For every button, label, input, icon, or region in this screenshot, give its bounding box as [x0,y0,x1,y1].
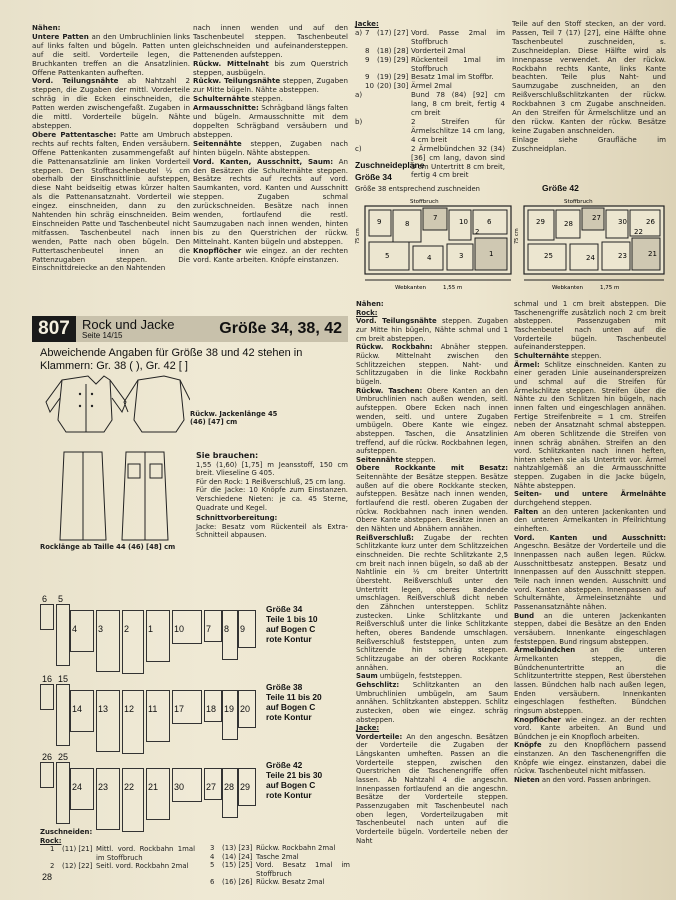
instruction-paragraph [193,140,348,158]
cutting-row [200,853,350,862]
pattern-piece [222,768,238,818]
cutting-piece-number: 4 [210,852,215,861]
instruction-paragraph [514,361,666,491]
pattern-piece-number: 12 [124,704,135,714]
instruction-paragraph [514,508,666,534]
cutting-description: Vorderteil 2mal [411,45,466,55]
pattern-piece-number: 27 [206,782,217,792]
instruction-paragraph [356,534,508,673]
instruction-paragraph [193,247,348,265]
cutting-letter [200,853,210,862]
instruction-lead: Rückw. Mittelnaht [193,58,269,68]
plan-piece-number: 22 [634,228,643,236]
size-label-line: auf Bogen C [266,780,316,790]
cutting-list-jacket [355,20,505,180]
plan-piece-number: 6 [487,218,492,226]
instruction-text: an die unteren Jackenkanten steppen, dabei die Besätze an den Enden versäubern. Innenkante eingeschlagen feststeppen. Bund ringsum absteppen. [514,611,666,646]
plan34-title: Größe 34 [355,172,392,182]
instruction-text: Seitennähte der Besätze steppen. Besätze außen auf die obere Rockkante stecken, aufsteppen. Besätze nach innen wenden, fortlaufend die restl. oberen Zugaben der rückw. Rockbahnen nach innen wenden. Obere Kante absteppen. Besätze innen an den Nähten und Abnähern annähen. [356,473,508,534]
size-label-line: rote Kontur [266,790,312,800]
pattern-piece [56,684,70,746]
plan42-height: 75 cm [514,228,520,244]
cutting-letter [40,845,50,862]
pattern-piece-number: 10 [174,624,185,634]
cutting-letter [200,861,210,878]
instruction-paragraph [514,352,666,361]
instruction-lead: Untere Patten [32,31,89,41]
cutting-row [200,861,350,878]
cutting-letter: b) [355,116,363,126]
cutting-row [355,91,505,118]
material-item: Für die Jacke: 10 Knöpfe zum Einstanzen. Verschiedene Nieten: je ca. 45 Sterne, Quadrate und Kegel. [196,486,348,512]
prep-text: Jacke: Besatz vom Rückenteil als Extra-Schnitteil abpausen. [196,522,348,540]
instruction-lead: Rückw. Taschen: [356,386,423,395]
size-label-line: Teile 1 bis 10 [266,614,318,624]
cutting-row [355,29,505,47]
instruction-text: steppen, Zugaben zur Mitte bügeln. Nähte absteppen. [193,76,348,95]
jacket-length-caption: Rückw. Jackenlänge 45 (46) [47] cm [190,410,278,427]
instruction-text: wie eingez. an der rechten vord. Kante arbeiten. Knöpfe einstanzen. [193,245,348,264]
plan-piece-number: 23 [618,252,627,260]
cutting-piece-number: 9 [365,72,370,82]
pattern-piece [146,768,170,820]
plan-piece-number: 9 [377,218,382,226]
instruction-paragraph [514,741,666,776]
instruction-paragraph [356,300,508,309]
cutting-size-numbers: (18) [28] [377,45,409,55]
cutting-size-numbers: (12) [22] [62,862,93,871]
plan-piece-number: 3 [459,252,464,260]
instruction-text: ab Nahtzahl 2 steppen, die Zugaben der mittl. Vorderteile schräg in die Ecken einschneiden, die Patten werden zwischengefaßt. Zugaben in die mittl. Vorderteile bügeln. Nähte absteppen. [32,76,190,130]
jacket-technical-drawing [40,372,190,442]
instruction-text: an die unteren Ärmelkanten steppen, die Bündchenuntertritte an die Schlitzuntertritte steppen, Rest überstehen lassen. Bündchen halb nach außen legen, Enden versäubern. Innenkanten eingeschlagen festheften. Bündchen ringsum absteppen. [514,646,666,715]
instruction-paragraph [356,456,508,465]
pattern-piece-number: 11 [148,704,158,714]
plan-piece-number: 5 [385,252,390,260]
instruction-text: Patte am Umbruch rechts auf rechts falten, Enden versäubern. Offene Pattenkanten zusammengefaßt auf die Pattenansatzlinie am linken Vorderteil steppen. Den Stofftaschenbeutel ½ cm oberhalb der Einschnittlinie aufsteppen, diese Naht beidseitig etwas kürzer halten als die Pattenansatznaht. Vorderteil wie eingez. einschneiden, dann zu den Nahtenden hin schräg einschneiden. Beim Einschneiden Patte und Taschenbeutel nicht mitfassen. Taschenbeutel nach innen wenden, Patte nach oben bügeln. Den Futtertaschenbeutel innen an die Pattenzugaben steppen. Die Einschnittdreiecke an den Nahtenden [32,129,190,273]
instruction-lead: Nieten [514,776,540,785]
instruction-paragraph [193,60,348,78]
instruction-text: An den Besätzen die Schulternähte steppen. Besätze rechts auf rechts auf vord. Saumkanten, vord. Kanten und Ausschnitt steppen. Zugaben schmal zurückschneiden. Besätze nach innen wenden, fortlaufend die restl. Saumzugaben nach innen wenden, hinten bis zu den Querstrichen der rückw. Mittelnaht. Kanten bügeln und absteppen. [193,156,348,246]
instruction-lead: Gehschlitz: [356,680,400,689]
materials-list [196,461,348,513]
sewing-instructions-column-4 [514,300,666,785]
plan42-width: 1,75 m [600,285,620,291]
plan-piece-number: 4 [427,254,432,262]
pattern-piece-number: 8 [224,624,230,634]
instruction-text: wie eingez. an der rechten vord. Kante arbeiten. An Bund und Bündchen je ein Knopfloch arbeiten. [514,715,666,741]
pattern-piece [56,762,70,824]
instruction-lead: Seitennähte [356,455,404,464]
instruction-lead: Falten [514,507,539,516]
skirt-length-caption: Rocklänge ab Taille 44 (46) [48] cm [40,543,176,551]
pattern-piece-number: 15 [58,674,69,684]
instruction-text: nach innen wenden und auf den Taschenbeutel steppen. Taschenbeutel gleichschneiden und aufeinandersteppen. Pattenenden aufsteppen. [193,23,348,59]
pattern-piece-number: 22 [124,782,135,792]
cutting-piece-number [365,91,377,118]
instruction-lead: Rückw. Teilungsnähte [193,76,281,86]
pattern-piece-number: 17 [174,704,185,714]
pattern-piece [96,768,120,830]
plan34-height: 75 cm [355,228,361,244]
instruction-text: An den angeschn. Besätzen der Vorderteile die Zugaben der Längskanten umheften. Passen an die Vorderteile steppen, zwischen den Querstrichen die Taschenengriffe offen lassen. Ab Nahtzahl 4 die angeschn. Innenpassen fortlaufend an die angeschn. Besätze der Vorderteile steppen. Passenzugaben mit Taschenbeutel nach oben legen, Vorderteilzugaben mit Taschenbeutel nach unten auf die Vorderteile bügeln. Vorderteile neben der Naht [356,732,508,845]
cutting-letter [355,56,365,74]
plan-piece-number: 8 [405,220,410,228]
instruction-paragraph [193,104,348,140]
model-title: Rock und Jacke [82,317,175,332]
instruction-paragraph [514,716,666,742]
instruction-lead: Nähen: [356,300,384,308]
cutting-row [200,878,350,887]
materials-block [196,452,348,540]
instruction-lead: Seitennähte [193,138,242,148]
model-number: 807 [32,316,76,342]
size-label-line: auf Bogen C [266,624,316,634]
cutting-description: Besatz 1mal im Stoffbr. [411,72,494,82]
pattern-piece-number: 28 [224,782,235,792]
cutting-piece-number: 7 [365,27,370,37]
cutting-size-numbers [377,118,411,145]
cutting-description: Rückw. Rockbahn 2mal [256,844,336,852]
cutting-description: Vord. Besatz 1mal im Stoffbruch [256,861,350,878]
cutting-size-numbers: (11) [21] [62,845,93,854]
cutting-size-numbers [377,91,411,118]
pattern-piece [146,610,170,662]
cutting-size-numbers: (14) [24] [222,852,253,861]
cutting-list-skirt [40,828,195,871]
skirt-technical-drawing [48,446,178,546]
instruction-lead: Rückw. Rockbahn: [356,343,433,352]
pattern-piece-number: 23 [98,782,109,792]
size-label-line: rote Kontur [266,634,312,644]
instruction-text: zu den Knopflöchern passend einstanzen. An den Taschenengriffen die Knöpfe wie eingez. einstanzen, dabei die rückw. Taschenbeutel nicht mitfassen. [514,741,666,776]
instruction-lead: Vord. Teilungsnähte [32,76,119,86]
plan-piece-number: 26 [646,218,655,226]
cutting-letter [200,878,210,887]
instruction-lead: Knöpfe [514,741,542,750]
size-label-line: Größe 34 [266,604,303,614]
instruction-text: bis zum Querstrich steppen, ausbügeln. [193,58,348,77]
instruction-paragraph [514,776,666,785]
cutting-description: 2 Ärmelbündchen 32 (34) [36] cm lang, davon sind 3 cm Untertritt 8 cm breit, fertig 4 cm breit [411,143,505,180]
instruction-paragraph [514,534,666,612]
instruction-paragraph [514,300,666,352]
instruction-text: Abnäher steppen. Rückw. Mittelnaht zwischen den Schlitzzeichen steppen. Naht- und Schlitzzugaben in die linke Rockbahn bügeln. [356,343,508,386]
model-sizes: Größe 34, 38, 42 [219,320,342,337]
size-label [266,604,318,644]
cutting-skirt-rows-left [40,845,195,871]
pattern-piece-number: 3 [98,624,104,634]
instruction-paragraph [356,317,508,343]
cutting-piece-number [365,118,377,145]
pattern-piece-number: 13 [98,704,109,714]
pattern-piece [40,762,54,788]
instruction-text: Schlitzkanten an den Umbruchlinien umbügeln, am Saum annähen. Schlitzkanten absteppen. Schlitz zustecken, oben wie eingez. schräg absteppen. [356,680,508,724]
page-number: 28 [42,872,53,882]
instruction-lead: Schulternähte [514,351,570,360]
pattern-piece-number: 21 [148,782,159,792]
instruction-text: an den Umbruchlinien links auf links falten und bügeln. Patten unten auf die seitl. Vorderteile legen, die Bruchkanten treffen an die Ansatzlinien. Offene Pattenkanten aufheften. [32,31,191,77]
instruction-paragraph [356,724,508,733]
plan-piece-number: 25 [544,252,553,260]
instruction-lead: Rock: [356,308,378,317]
instruction-lead: Seiten- und untere Ärmelnähte [514,490,666,499]
plan-piece-number: 10 [459,218,468,226]
instruction-text: an den unteren Jackenkanten und den unteren Ärmelkanten in Pfeilrichtung einheften. [514,507,666,534]
pattern-piece-number: 29 [240,782,251,792]
cutting-plan-size-42 [514,194,670,292]
cutting-row [40,862,195,871]
plan42-stoffbruch: Stoffbruch [564,199,593,205]
cutting-size-numbers: (16) [26] [222,878,253,887]
instruction-text: durchgehend steppen. [514,499,592,508]
instruction-paragraph [356,733,508,846]
cutting-piece-number: 5 [210,861,215,870]
plan34-webkanten: Webkanten [395,285,426,291]
pattern-piece-number: 26 [42,752,53,762]
instruction-text: Schlitze einschneiden. Kanten zu einer geraden Linie auseinanderspreizen und schmal auf die Streifen für Ärmelschlitze steppen. Streifen über die Nähte zu den Schlitzen hin bügeln, nach innen falten und eingeschlagen annähen. Fertige Streifenbreite = 1 cm. Streifen neben der Ansatznaht schmal absteppen. Am oberen Schlitzende die Streifen von innen schräg abnähen. Streifen an den vord. Schlitzkanten nach innen heften, hinten stehen sie als Untertritt vor. Ärmel nahtzahlgemäß an die Armausschnitte steppen. Zugaben in die Jacke bügeln, Nähte absteppen. [514,360,666,490]
cutting-description: Seitl. vord. Rockbahn 2mal [96,862,189,871]
size-label-line: Größe 42 [266,760,303,770]
pattern-piece-number: 16 [42,674,53,684]
instruction-lead: Knopflöcher [514,715,561,724]
instruction-text: Angeschn. Besätze der Vorderteile und die Innenpassen nach außen legen. Rückw. Ausschnittbesatz ansteppen. Besatz und Innenpassen auf den Ausschnitt steppen. Teile nach innen wenden. Ausschnitt und vord. Kanten absteppen. Innenpassen auf Schulternähte, Ärmeleinsetznähte und Passenansatznähte nähen. [514,542,666,611]
instruction-paragraph [514,646,666,715]
cutting-letter [200,844,210,853]
pattern-piece [40,604,54,630]
cutting-size-numbers: (19) [29] [377,54,409,64]
size-label-line: Größe 38 [266,682,303,692]
pattern-piece-number: 9 [240,624,246,634]
instruction-paragraph [193,158,348,247]
instruction-text: Zugabe der rechten Schlitzkante kurz unter dem Schlitzzeichen einschneiden. Die rechte Schlitzkante 2,5 cm breit nach innen bügeln, so daß ab der Nahtlinie ein ½ cm breiter Untertritt übersteht. Reißverschluß unter den Untertritt legen, oberes Bandende umschlagen. Reißverschluß dicht neben den Zähnchen untersteppen. Schlitz zustecken. Linke Schlitzkante und Reißverschluß unter die linke Schlitzkante heften, oberes Bandende umschlagen. Reißverschluß feststeppen, unten zum Schlitzende hin schräg steppen. Schlitzzugabe an der oberen Rockkante annähen. [356,533,508,672]
cutting-size-numbers: (20) [30] [377,81,409,91]
pattern-piece-number: 5 [58,594,64,604]
cutting-description: Tasche 2mal [256,852,299,861]
instruction-paragraph [193,77,348,95]
instruction-lead: Saum [356,672,378,681]
cutting-description: Rückw. Besatz 2mal [256,878,325,887]
pattern-piece [222,690,238,740]
pattern-piece-number: 4 [72,624,78,634]
pattern-piece-number: 18 [206,704,217,714]
pattern-piece-number: 7 [206,624,212,634]
cutting-description: Rückenteil 1mal im Stoffbruch [411,54,505,73]
pattern-piece-number: 6 [42,594,48,604]
pattern-piece-number: 24 [72,782,83,792]
size-label-line: auf Bogen C [266,702,316,712]
cutting-heading: Jacke: [355,19,379,28]
instruction-lead: Obere Pattentasche: [32,129,117,139]
pattern-piece [40,684,54,710]
prep-title: Schnittvorbereitung: [196,514,278,523]
cutting-letter: a) [355,27,363,37]
cutting-size-numbers: (17) [27] [377,27,409,37]
plan-piece-number: 28 [564,220,573,228]
plan34-stoffbruch: Stoffbruch [410,199,439,205]
cutting-piece-number: 8 [365,45,370,55]
instruction-text: steppen. Zugaben zur Mitte hin bügeln, Nähte schmal und 1 cm breit absteppen. [356,317,508,343]
cutting-letter [355,47,365,56]
plan-piece-number: 29 [536,218,545,226]
instruction-text: steppen, Zugaben nach hinten bügeln. Nähte absteppen. [193,138,348,157]
sewing-instructions-column-3 [356,300,508,845]
instruction-text: steppen. [569,351,602,360]
instruction-lead: Vord. Kanten und Ausschnitt: [514,533,666,542]
instruction-paragraph [32,77,190,130]
cutting-piece-number: 9 [365,54,370,64]
pattern-piece-number: 1 [148,624,154,634]
pattern-piece [222,610,238,660]
instruction-text: Schrägband längs falten und bügeln. Armausschnitte mit dem doppelten Schrägband versäubern und absteppen. [193,103,348,139]
cutting-piece-number: 10 [365,81,375,91]
cutting-notes [512,20,666,154]
instruction-text: Obere Kanten an den Umbruchlinien nach außen wenden, seitl. aufsteppen. Obere Ecken nach innen wenden, seitl. und untere Zugaben umbügeln. Obere Kante wie eingez. absteppen. Taschen, die Ansatzlinien treffend, auf die rückw. Rockbahnen legen, aufsteppen. [356,386,508,456]
pattern-piece [96,610,120,672]
cutting-row [200,844,350,853]
size-label-line: rote Kontur [266,712,312,722]
pattern-piece-number: 2 [124,624,130,634]
size-label [266,760,322,800]
cutting-piece-number: 2 [50,862,55,871]
instruction-lead: Reißverschluß: [356,533,414,542]
sewing-instructions-column-2 [193,24,348,264]
instruction-paragraph [356,309,508,318]
instruction-paragraph [193,24,348,60]
cutting-letter [40,862,50,871]
plan-piece-number: 27 [592,214,601,222]
model-title-band [32,316,348,342]
cutting-size-numbers: (15) [25] [222,861,253,870]
instruction-lead: Vord. Teilungsnähte [356,317,437,326]
cutting-row [40,845,195,862]
cutting-description: 2 Streifen für Ärmelschlitze 14 cm lang, 4 cm breit [411,116,505,144]
model-page-ref: Seite 14/15 [82,331,123,340]
cutting-piece-number: 1 [50,845,55,854]
cutting-rows [355,29,505,180]
instruction-paragraph [32,131,190,274]
instruction-lead: Bund [514,611,534,620]
instruction-lead: Armausschnitte: [193,103,259,113]
instruction-text: steppen. [249,94,283,104]
instruction-lead: Vord. Kanten, Ausschnitt, Saum: [193,156,334,166]
cutting-skirt-sub: Rock: [40,836,62,845]
instruction-lead: Schulternähte [193,94,250,104]
einlage-note: Einlage siehe Graufläche im Zuschneidplan. [512,134,666,153]
plan-piece-number: 7 [433,214,438,222]
instruction-lead: Ärmel: [514,360,540,369]
cutting-description: Vord. Passe 2mal im Stoffbruch [411,27,505,46]
material-item: 1,55 (1,60) [1,75] m Jeansstoff, 150 cm breit. Vlieseline G 405. [196,460,348,478]
cutting-notes-text: Teile auf den Stoff stecken, an der vord. Passen, Teil 7 (17) [27], eine Hälfte ohne Taschenbeutel zuschneiden, s. Zuschneideplan. Diese Hälfte wird als Innenpasse verwendet. An der rückw. Rockbahn rechts Kante, links Kante beachten. Teile plus Naht- und Saumzugabe zuschneiden, an den Reißverschlußschlitzkanten der rückw. Rockbahnen 3 cm Zugabe anschneiden. An den Streifen für Ärmelschlitze und an den rückw. Kanten der rückw. Besätze keine Zugaben anschneiden. [512,19,666,135]
instruction-paragraph [356,387,508,456]
pattern-piece [122,610,144,674]
instruction-paragraph [356,672,508,681]
cutting-piece-number: 3 [210,844,215,852]
cutting-row [355,56,505,74]
cutting-skirt-rows-right [200,844,350,887]
pattern-piece [56,604,70,666]
plan-piece-number: 1 [489,250,494,258]
plan-piece-number: 2 [475,228,480,236]
instruction-lead: Nähen: [32,23,61,32]
plan34-width: 1,55 m [443,285,463,291]
pattern-piece [122,690,144,754]
instruction-paragraph [356,464,508,533]
plan-piece-number: 30 [618,218,627,226]
instruction-lead: Obere Rockkante mit Besatz: [356,464,508,473]
plan42-webkanten: Webkanten [552,285,583,291]
cutting-letter: a) [355,90,363,100]
pattern-piece-number: 19 [224,704,235,714]
cutting-size-numbers: (13) [23] [222,844,253,852]
material-item: Für den Rock: 1 Reißverschluß, 25 cm lang. [196,477,346,486]
pattern-piece-number: 25 [58,752,69,762]
cutting-description: Bund 78 (84) [92] cm lang, 8 cm breit, fertig 4 cm breit [411,90,505,118]
cutting-plan-size-34 [355,194,515,292]
pattern-piece [96,690,120,752]
instruction-text: umbügeln, feststeppen. [377,672,463,681]
instruction-paragraph [32,33,190,78]
cutting-plans-title: Zuschneidepläne [355,160,425,170]
cutting-row [355,118,505,145]
pattern-piece [146,690,170,742]
instruction-paragraph [356,343,508,386]
instruction-paragraph [514,490,666,507]
instruction-lead: Vorderteile: [356,732,403,741]
size-label-line: Teile 21 bis 30 [266,770,323,780]
materials-title: Sie brauchen: [196,451,259,460]
instruction-paragraph [514,612,666,647]
cutting-skirt-title: Zuschneiden: [40,828,93,836]
instruction-paragraph [356,681,508,724]
pattern-piece-number: 20 [240,704,251,714]
cutting-size-numbers: (19) [29] [377,72,409,82]
plan-piece-number: 21 [648,250,657,258]
plan-piece-number: 24 [586,254,595,262]
size-deviation-note: Abweichende Angaben für Größe 38 und 42 stehen in Klammern: Gr. 38 ( ), Gr. 42 [ ] [40,347,303,372]
pattern-piece [122,768,144,832]
cutting-piece-number: 6 [210,878,215,887]
size-label-line: Teile 11 bis 20 [266,692,322,702]
size-label [266,682,322,722]
cutting-letter: c) [355,143,362,153]
cutting-description: Mittl. vord. Rockbahn 1mal im Stoffbruch [96,845,195,862]
instruction-lead: Jacke: [356,724,380,733]
pattern-piece-number: 30 [174,782,185,792]
cutting-description: Ärmel 2mal [411,81,452,91]
cutting-list-skirt-2 [200,844,350,887]
instruction-lead: Knopflöcher [193,245,242,255]
instruction-text: steppen. [403,455,436,464]
cutting-letter [355,73,365,82]
instruction-text: schmal und 1 cm breit absteppen. Die Taschenengriffe zusätzlich noch 2 cm breit absteppen. Passenzugaben mit Taschenbeutel nach unten auf die Vorderteile bügeln. Taschenbeutel aufeinandersteppen. [514,300,666,352]
instruction-text: an den vord. Passen anbringen. [539,776,651,785]
instruction-lead: Ärmelbündchen [514,646,576,655]
plan34-subtitle: Größe 38 entsprechend zuschneiden [355,185,480,193]
plan42-title: Größe 42 [542,183,579,193]
pattern-piece-number: 14 [72,704,83,714]
sewing-instructions-column-1 [32,24,190,273]
